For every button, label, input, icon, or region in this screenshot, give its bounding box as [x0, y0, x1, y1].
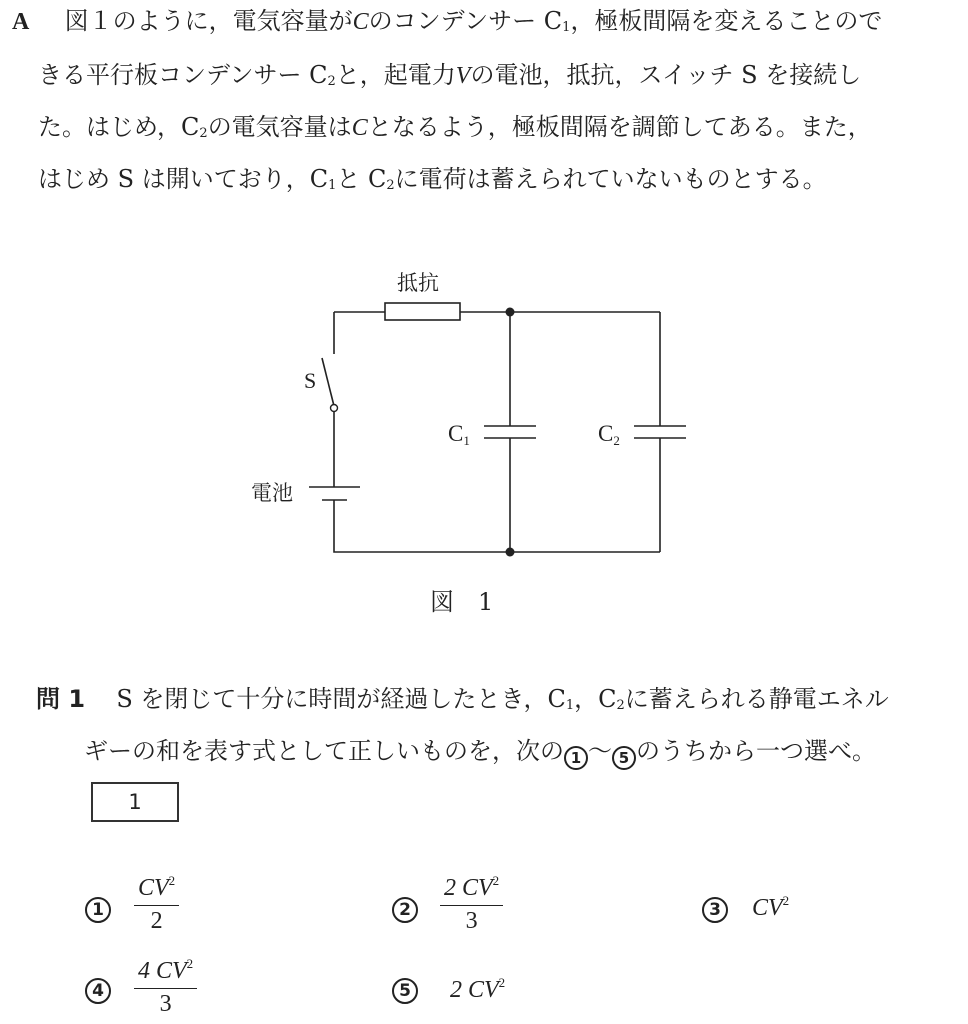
question-line-2: ギーの和を表す式として正しいものを，次の 1 ～ 5 のうちから一つ選べ。 [84, 736, 876, 770]
c2-label: C2 [598, 421, 620, 448]
option-2-expression[interactable]: $\frac{2 CV^2}{3}$ [440, 873, 503, 935]
option-5-expression[interactable]: 2 $CV^2$ [450, 975, 506, 1003]
resistor [385, 303, 460, 320]
answer-box[interactable]: 1 [91, 782, 179, 822]
junction-top [506, 308, 515, 317]
switch-blade [322, 358, 334, 406]
option-1-marker[interactable]: 1 [85, 897, 111, 923]
intro-line-3: た。はじめ，$C_2$の電気容量はCとなるよう，極板間隔を調節してある。また， [38, 113, 872, 141]
wire-battery-to-bottom [334, 500, 660, 552]
range-end-marker: 5 [612, 746, 636, 770]
switch-label: S [304, 368, 317, 393]
intro-line-1: A 図１のように，電気容量がCのコンデンサー $C_1$，極板間隔を変えることので [12, 7, 883, 35]
option-4-expression[interactable]: $\frac{4 CV^2}{3}$ [134, 956, 197, 1018]
option-5-marker[interactable]: 5 [392, 978, 418, 1004]
figure-caption: 図 1 [430, 588, 494, 616]
question-number: 問 1 [36, 685, 86, 713]
option-3-marker[interactable]: 3 [702, 897, 728, 923]
battery-label: 電池 [251, 481, 293, 505]
junction-bottom [506, 548, 515, 557]
intro-line-4: はじめ S は開いており，$C_1$と $C_2$に電荷は蓄えられていないものとする。 [38, 165, 827, 193]
section-label: A [12, 9, 30, 35]
question-line-1: 問 1 S を閉じて十分に時間が経過したとき，$C_1$，$C_2$に蓄えられる静電エネル [36, 685, 889, 713]
c1-label: C1 [448, 421, 470, 448]
intro-line-2: きる平行板コンデンサー $C_2$と，起電力Vの電池，抵抗，スイッチ S を接続し [38, 61, 862, 89]
resistor-label: 抵抗 [397, 271, 439, 295]
range-start-marker: 1 [564, 746, 588, 770]
switch-terminal [331, 405, 338, 412]
option-3-expression[interactable]: $CV^2$ [752, 893, 790, 921]
option-2-marker[interactable]: 2 [392, 897, 418, 923]
option-1-expression[interactable]: $\frac{CV^2}{2}$ [134, 873, 179, 935]
option-4-marker[interactable]: 4 [85, 978, 111, 1004]
